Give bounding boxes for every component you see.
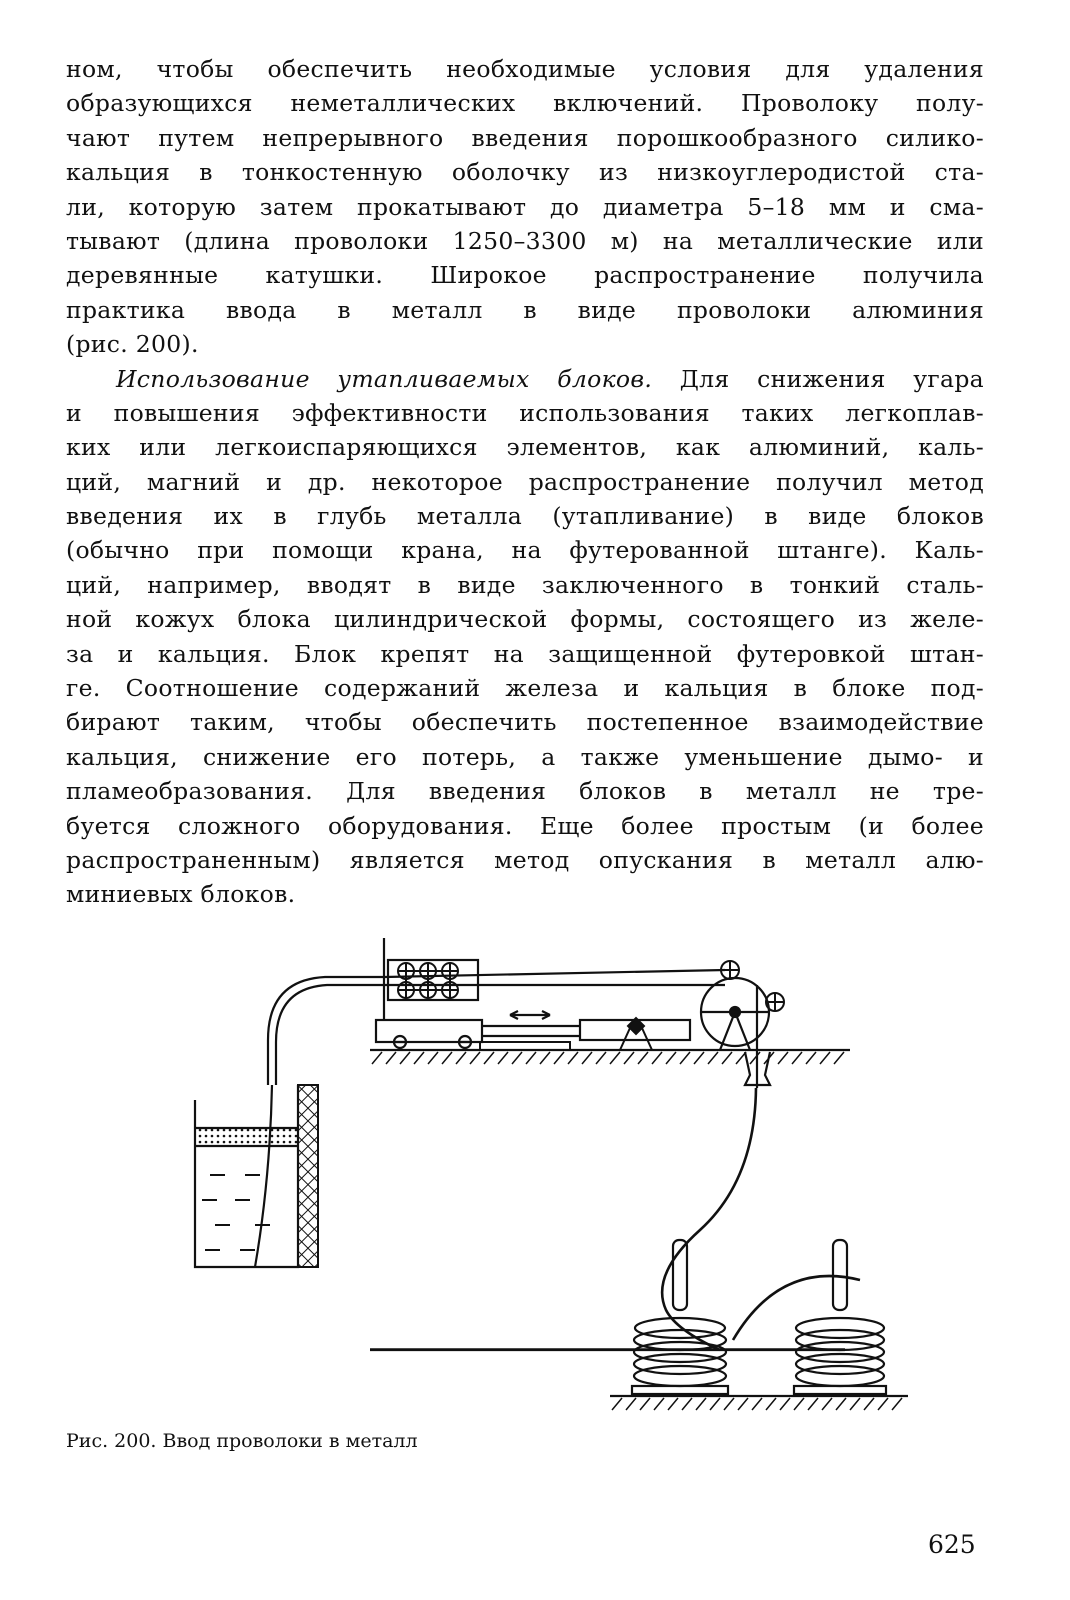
paragraph1-line: деревянные катушки. Широкое распространение получила xyxy=(66,261,984,290)
paragraph2-line: бирают таким, чтобы обеспечить постепенное взаимодействие xyxy=(66,708,984,737)
paragraph1-line: ли, которую затем прокатывают до диаметра 5–18 мм и сма- xyxy=(66,192,984,221)
paragraph2-line: миниевых блоков. xyxy=(66,880,296,909)
paragraph2-first-line xyxy=(66,362,984,396)
figure-caption: Рис. 200. Ввод проволоки в металл xyxy=(66,1430,418,1452)
feeder-base-rail xyxy=(480,1042,570,1050)
paragraph2-line: и повышения эффективности использования таких легкоплав- xyxy=(66,398,984,427)
paragraph2-line: введения их в глубь металла (утапливание) в виде блоков xyxy=(66,502,984,531)
push-cylinder xyxy=(482,1011,690,1040)
paragraph1-line: практика ввода в металл в виде проволоки алюминия xyxy=(66,295,984,324)
paragraph2-line: (обычно при помощи крана, на футерованной штанге). Каль- xyxy=(66,536,984,565)
paragraph2-first-line-rest: Для снижения угара xyxy=(652,364,984,393)
pivot-support xyxy=(620,1018,652,1050)
wire-guide-tube xyxy=(255,977,385,1267)
paragraph2-line: за и кальция. Блок крепят на защищенной футеровкой штан- xyxy=(66,639,984,668)
paragraph2-line: буется сложного оборудования. Еще более простым (и более xyxy=(66,811,984,840)
paragraph1-line: чают путем непрерывного введения порошкообразного силико- xyxy=(66,123,984,152)
body-text xyxy=(66,52,984,912)
feed-rollers xyxy=(398,963,458,998)
page-number: 625 xyxy=(928,1530,976,1559)
paragraph2-line: ций, например, вводят в виде заключенного в тонкий сталь- xyxy=(66,570,984,599)
paragraph2-line: ной кожух блока цилиндрической формы, состоящего из желе- xyxy=(66,605,984,634)
paragraph2-line: кальция, снижение его потерь, а также уменьшение дымо- и xyxy=(66,742,984,771)
wire-coil-right xyxy=(794,1240,886,1394)
wire-coil-left xyxy=(632,1240,728,1394)
guide-pulley xyxy=(701,978,769,1050)
paragraph2-line: распространенным) является метод опускания в металл алю- xyxy=(66,845,984,874)
paragraph2-line: ций, магний и др. некоторое распространение получил метод xyxy=(66,467,984,496)
feeder-floor-hatch xyxy=(372,1052,844,1064)
wire-feed-diagram xyxy=(180,930,920,1420)
hanging-wire xyxy=(662,1088,860,1350)
paragraph2-heading: Использование утапливаемых блоков. xyxy=(116,364,653,393)
slag-layer xyxy=(197,1128,297,1146)
paragraph1-line: кальция в тонкостенную оболочку из низкоуглеродистой ста- xyxy=(66,158,984,187)
paragraph2-line: ге. Соотношение содержаний железа и кальция в блоке под- xyxy=(66,674,984,703)
lower-floor-hatch xyxy=(612,1398,902,1410)
paragraph1-line: образующихся неметаллических включений. Проволоку полу- xyxy=(66,89,984,118)
paragraph1-line: тывают (длина проволоки 1250–3300 м) на металлические или xyxy=(66,226,984,255)
paragraph1-line: (рис. 200). xyxy=(66,330,199,359)
paragraph2-line: ких или легкоиспаряющихся элементов, как алюминий, каль- xyxy=(66,433,984,462)
paragraph2-line: пламеобразования. Для введения блоков в металл не тре- xyxy=(66,777,984,806)
small-pulleys xyxy=(721,961,784,1011)
paragraph1-line: ном, чтобы обеспечить необходимые условия для удаления xyxy=(66,55,984,83)
